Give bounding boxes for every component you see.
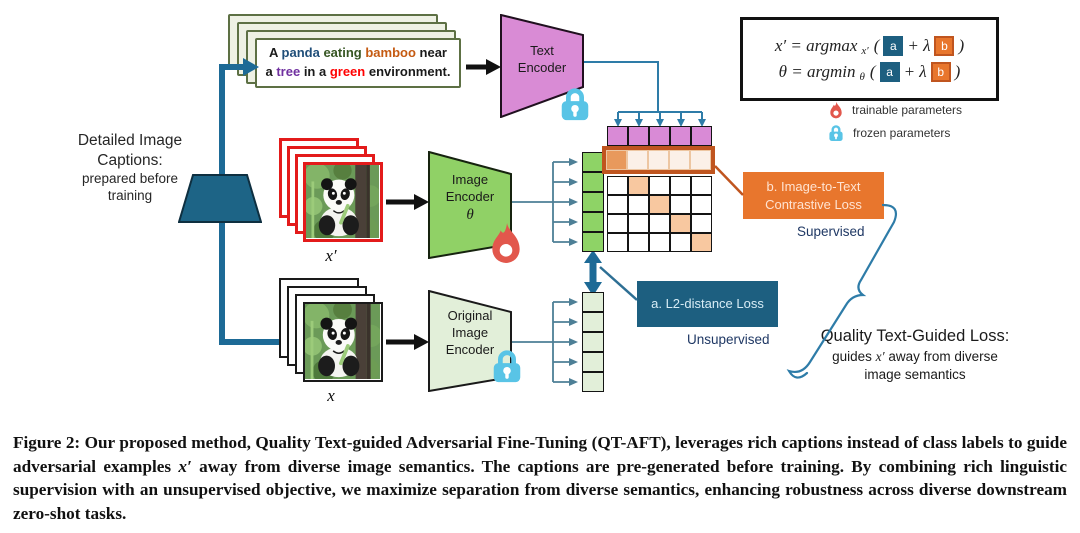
image-embedding-cell bbox=[582, 152, 604, 172]
image-embedding-cell bbox=[582, 192, 604, 212]
similarity-cell bbox=[607, 233, 628, 252]
figure-caption: Figure 2: Our proposed method, Quality Text-guided Adversarial Fine-Tuning (QT-AFT), leverages rich captions instead of class labels to guide adversarial examples x′ away from diverse image semantics. The captions are pre-generated before training. By combining rich linguistic supervision with an unsupervised objective, we maximize separation from diverse semantics, enhancing robustness across diverse downstream zero-shot tasks. bbox=[13, 433, 1067, 523]
image-embedding-column bbox=[582, 152, 604, 252]
similarity-cell bbox=[670, 214, 691, 233]
objective-formula-box bbox=[740, 17, 999, 101]
similarity-cell bbox=[670, 195, 691, 214]
caption-token: in a bbox=[300, 64, 330, 79]
similarity-cell bbox=[691, 233, 712, 252]
similarity-cell bbox=[691, 195, 712, 214]
similarity-cell bbox=[607, 195, 628, 214]
clean-embedding-cell bbox=[582, 352, 604, 372]
caption-text bbox=[265, 44, 451, 82]
captions-title-line1: Detailed Image bbox=[77, 132, 183, 149]
flame-icon bbox=[829, 101, 843, 119]
text-embedding-cell bbox=[607, 126, 628, 146]
caption-token: green bbox=[329, 64, 366, 79]
similarity-cell bbox=[670, 233, 691, 252]
contrastive-cell bbox=[606, 150, 627, 170]
clean-image-stack bbox=[279, 278, 389, 388]
similarity-cell bbox=[649, 195, 670, 214]
text-embedding-cell bbox=[691, 126, 712, 146]
similarity-cell bbox=[649, 233, 670, 252]
captions-title-line2: Captions: bbox=[97, 151, 163, 169]
similarity-cell bbox=[691, 214, 712, 233]
loss-a-chip: a bbox=[883, 36, 903, 56]
text-embedding-cell bbox=[649, 126, 670, 146]
similarity-cell bbox=[628, 176, 649, 195]
clean-stack-label: x bbox=[327, 386, 335, 405]
captions-sub-line1: prepared before bbox=[81, 170, 179, 186]
similarity-cell bbox=[670, 176, 691, 195]
similarity-cell bbox=[628, 233, 649, 252]
quality-loss-annotation bbox=[795, 327, 1035, 383]
similarity-matrix bbox=[607, 176, 712, 252]
similarity-cell bbox=[691, 176, 712, 195]
clean-embedding-cell bbox=[582, 292, 604, 312]
loss-b-chip: b bbox=[931, 62, 951, 82]
loss-a-chip: a bbox=[880, 62, 900, 82]
quality-loss-sub: guides x′ away from diverse image semantics bbox=[832, 349, 998, 382]
caption-token: panda bbox=[281, 45, 320, 61]
panda-image bbox=[306, 165, 379, 238]
formula-line-2: θ = argmin θ ( a + λ b ) bbox=[778, 62, 961, 83]
caption-card-stack bbox=[228, 14, 468, 94]
legend-frozen: frozen parameters bbox=[828, 124, 950, 142]
original-image-encoder-label: Original Image Encoder bbox=[445, 308, 495, 357]
contrastive-loss-box: b. Image-to-Text Contrastive Loss bbox=[743, 172, 884, 219]
similarity-cell bbox=[628, 214, 649, 233]
contrastive-row bbox=[602, 146, 715, 174]
clean-embedding-cell bbox=[582, 372, 604, 392]
caption-token: tree bbox=[276, 64, 301, 79]
stack-card-front bbox=[303, 302, 383, 382]
caption-token: A bbox=[269, 45, 282, 61]
formula-line-1: x′ = argmax x′ ( a + λ b ) bbox=[774, 36, 965, 57]
similarity-cell bbox=[628, 195, 649, 214]
quality-loss-title: Quality Text-Guided Loss: bbox=[820, 327, 1010, 345]
contrastive-cell bbox=[690, 150, 711, 170]
similarity-cell bbox=[649, 176, 670, 195]
text-embedding-cell bbox=[628, 126, 649, 146]
adversarial-stack-label: x′ bbox=[325, 246, 337, 265]
image-embedding-cell bbox=[582, 232, 604, 252]
contrastive-cell bbox=[669, 150, 690, 170]
text-embedding-cell bbox=[670, 126, 691, 146]
lock-icon bbox=[490, 348, 524, 384]
text-encoder-label: Text Encoder bbox=[517, 43, 567, 75]
flame-icon bbox=[489, 222, 523, 264]
caption-card-front bbox=[255, 38, 461, 88]
clean-embedding-cell bbox=[582, 312, 604, 332]
image-encoder-label: Image Encoder θ bbox=[445, 172, 495, 223]
image-embedding-cell bbox=[582, 212, 604, 232]
contrastive-cell bbox=[627, 150, 648, 170]
adversarial-image-stack bbox=[279, 138, 389, 248]
caption-token: bamboo bbox=[361, 45, 416, 61]
lock-icon bbox=[828, 124, 844, 142]
caption-token: environment. bbox=[365, 64, 451, 79]
caption-token: near a bbox=[265, 45, 447, 79]
clean-embedding-cell bbox=[582, 332, 604, 352]
clean-embedding-column bbox=[582, 292, 604, 392]
contrastive-cell bbox=[648, 150, 669, 170]
l2-distance-loss-box: a. L2-distance Loss bbox=[637, 281, 778, 327]
lock-icon bbox=[558, 86, 592, 122]
captions-sub-line2: training bbox=[107, 187, 153, 203]
similarity-cell bbox=[607, 176, 628, 195]
similarity-cell bbox=[649, 214, 670, 233]
similarity-cell bbox=[607, 214, 628, 233]
supervised-tag: Supervised bbox=[797, 224, 865, 239]
panda-image bbox=[305, 304, 380, 379]
image-embedding-cell bbox=[582, 172, 604, 192]
captioner-funnel-icon bbox=[178, 174, 262, 224]
legend-trainable: trainable parameters bbox=[829, 101, 962, 119]
unsupervised-tag: Unsupervised bbox=[687, 332, 770, 347]
text-embedding-row bbox=[607, 126, 712, 146]
stack-card-front bbox=[303, 162, 383, 242]
caption-token: eating bbox=[319, 45, 362, 61]
loss-b-chip: b bbox=[934, 36, 954, 56]
